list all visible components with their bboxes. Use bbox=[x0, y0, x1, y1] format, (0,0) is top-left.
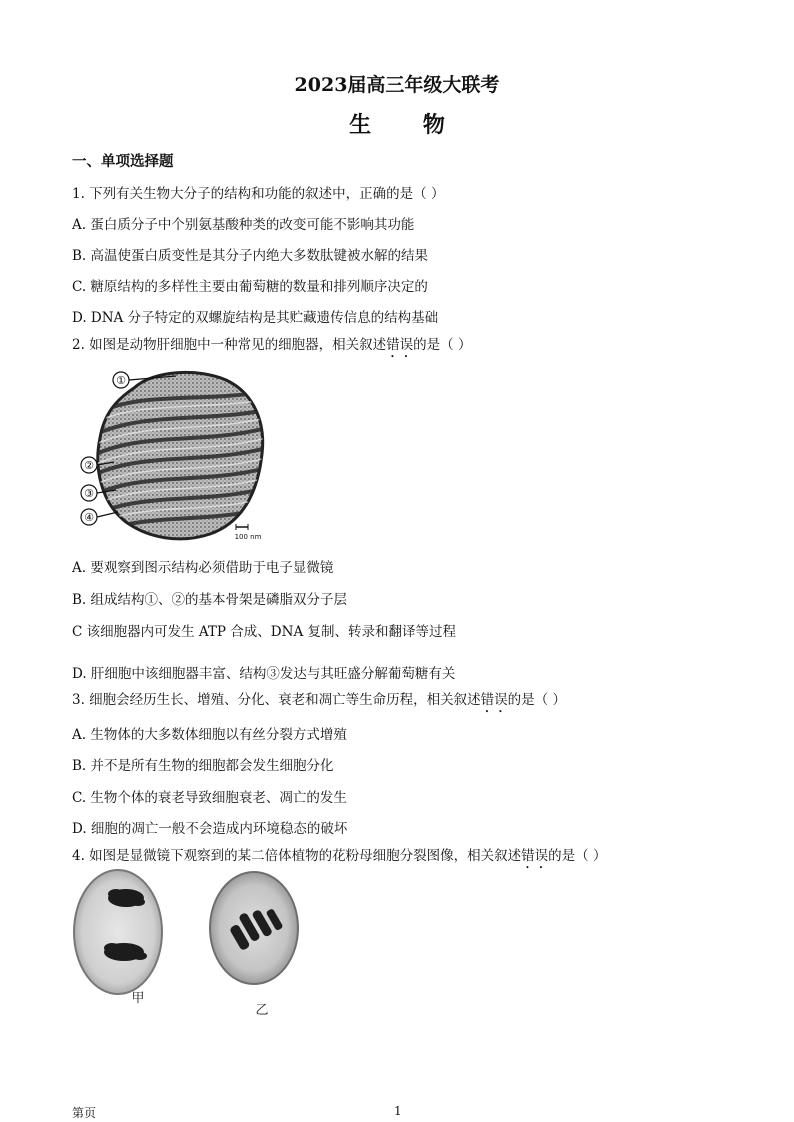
section-heading: 一、单项选择题 bbox=[72, 153, 174, 170]
question-2-option-b: B. 组成结构①、②的基本骨架是磷脂双分子层 bbox=[72, 592, 348, 608]
subject-title: 生 物 bbox=[349, 112, 467, 138]
question-3-option-b: B. 并不是所有生物的细胞都会发生细胞分化 bbox=[72, 758, 334, 774]
question-3-stem: 3. 细胞会经历生长、增殖、分化、衰老和凋亡等生命历程，相关叙述错误的是（ ） bbox=[72, 692, 566, 708]
question-3-option-a: A. 生物体的大多数体细胞以有丝分裂方式增殖 bbox=[72, 727, 347, 743]
question-1-stem: 1. 下列有关生物大分子的结构和功能的叙述中，正确的是（ ） bbox=[72, 186, 445, 202]
emphasis-word: 错误 bbox=[480, 692, 508, 708]
question-4-stem: 4. 如图是显微镜下观察到的某二倍体植物的花粉母细胞分裂图像，相关叙述错误的是（ ） bbox=[72, 848, 607, 864]
label-jia: 甲 bbox=[131, 991, 145, 1006]
cell-division-figure bbox=[72, 866, 312, 1024]
label-1: ① bbox=[116, 374, 126, 387]
emphasis-word: 错误 bbox=[386, 337, 414, 353]
label-4: ④ bbox=[84, 511, 94, 524]
scale-bar-label: 100 nm bbox=[234, 533, 262, 541]
footer-label: 第页 bbox=[72, 1106, 97, 1120]
label-2: ② bbox=[84, 459, 94, 472]
question-3-option-c: C. 生物个体的衰老导致细胞衰老、凋亡的发生 bbox=[72, 790, 347, 806]
question-1-option-a: A. 蛋白质分子中个别氨基酸种类的改变可能不影响其功能 bbox=[72, 217, 415, 233]
question-1-option-c: C. 糖原结构的多样性主要由葡萄糖的数量和排列顺序决定的 bbox=[72, 279, 428, 295]
question-3-option-d: D. 细胞的凋亡一般不会造成内环境稳态的破坏 bbox=[72, 821, 348, 837]
cell-jia bbox=[74, 870, 162, 994]
emphasis-word: 错误 bbox=[521, 848, 549, 864]
question-1-option-b: B. 高温使蛋白质变性是其分子内绝大多数肽键被水解的结果 bbox=[72, 248, 429, 264]
question-2-option-c: C 该细胞器内可发生 ATP 合成、DNA 复制、转录和翻译等过程 bbox=[72, 624, 456, 640]
label-yi: 乙 bbox=[255, 1003, 269, 1018]
question-1-option-d: D. DNA 分子特定的双螺旋结构是其贮藏遗传信息的结构基础 bbox=[72, 310, 439, 326]
question-2-option-d: D. 肝细胞中该细胞器丰富、结构③发达与其旺盛分解葡萄糖有关 bbox=[72, 666, 456, 682]
label-3: ③ bbox=[84, 487, 94, 500]
question-2-option-a: A. 要观察到图示结构必须借助于电子显微镜 bbox=[72, 560, 334, 576]
page-number: 1 bbox=[394, 1104, 402, 1118]
organelle-figure bbox=[76, 362, 276, 546]
exam-title: 2023届高三年级大联考 bbox=[294, 74, 500, 96]
question-2-stem: 2. 如图是动物肝细胞中一种常见的细胞器，相关叙述错误的是（ ） bbox=[72, 337, 472, 353]
